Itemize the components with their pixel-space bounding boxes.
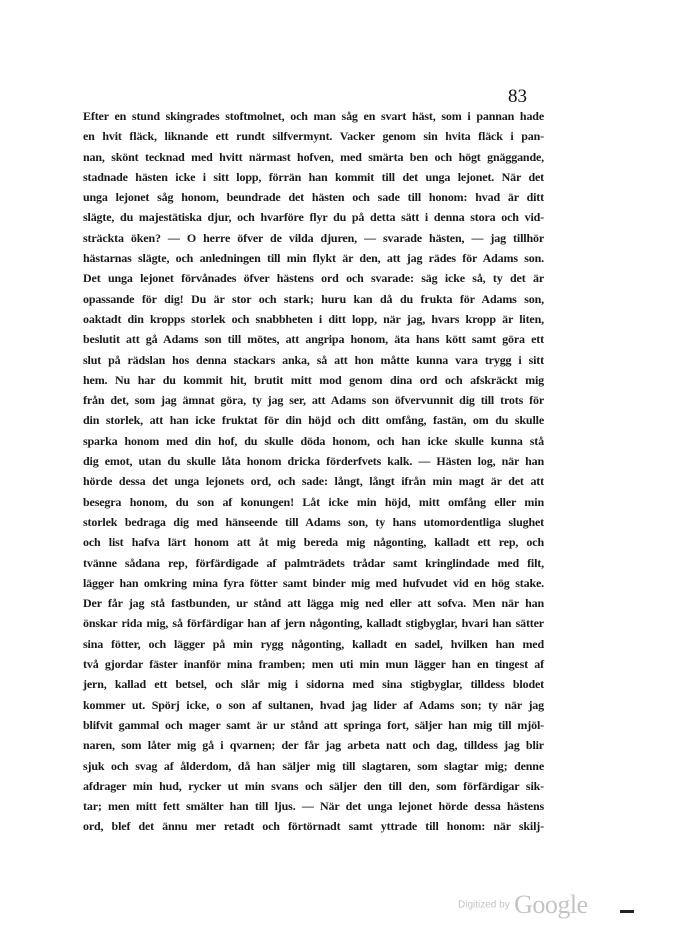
text-line: Der får jag stå fastbunden, ur stånd att lägga mig ned eller att sofva. Men när han	[83, 596, 544, 611]
text-line: slägte, du majestätiska djur, och hvarföre flyr du på detta sätt i denna stora och vid-	[83, 210, 544, 225]
text-line: opassande för dig! Du är stor och stark; huru kan då du frukta för Adams son,	[83, 291, 544, 306]
text-line: naren, som låter mig gå i qvarnen; der får jag arbeta natt och dag, tilldess jag blir	[83, 738, 544, 753]
body-text	[83, 106, 544, 837]
scan-mark	[620, 910, 634, 913]
google-logo: Google	[514, 890, 588, 919]
text-line: storlek bedraga dig med hänseende till Adams son, ty hans utomordentliga slughet	[83, 514, 544, 529]
text-line: nan, skönt tecknad med hvitt närmast hofven, med smärta ben och högt gnäggande,	[83, 149, 544, 164]
text-line: Det unga lejonet förvånades öfver hästens ord och svarade: säg icke så, ty det är	[83, 271, 544, 286]
text-line: stadnade hästen icke i sitt lopp, förrän han kommit till det unga lejonet. När det	[83, 169, 544, 184]
text-line: två gjordar fäster inanför mina framben; men uti min mun lägger han en tingest af	[83, 657, 544, 672]
text-line: jern, kallad ett betsel, och slår mig i sidorna med sina stigbyglar, tilldess blodet	[83, 677, 544, 692]
text-line: oaktadt din kropps storlek och snabbheten i ditt lopp, när jag, hvars kropp är liten,	[83, 311, 544, 326]
text-line: sparka honom med din hof, du skulle döda honom, och han icke skulle kunna stå	[83, 433, 544, 448]
text-line: sträckta öken? — O herre öfver de vilda djuren, — svarade hästen, — jag tillhör	[83, 230, 544, 245]
text-line: tar; men mitt fett smälter han till ljus. — När det unga lejonet hörde dessa hästens	[83, 799, 544, 814]
text-line: din storlek, att han icke fruktat för din höjd och ditt omfång, fastän, om du skulle	[83, 413, 544, 428]
text-line: afdrager min hud, rycker ut min svans och säljer den till den, som förfärdigar sik-	[83, 778, 544, 793]
text-line: ord, blef det ännu mer retadt och förtörnadt samt yttrade till honom: när skilj-	[83, 819, 544, 834]
text-line: lägger han omkring mina fyra fötter samt binder mig med hufvudet vid en hög stake.	[83, 575, 544, 590]
text-line: önskar rida mig, så förfärdigar han af jern någonting, kalladt stigbyglar, hvari han sätter	[83, 616, 544, 631]
text-line: kommer ut. Spörj icke, o son af sultanen, hvad jag lider af Adams son; ty när jag	[83, 697, 544, 712]
text-line: hem. Nu har du kommit hit, brutit mitt mod genom dina ord och afskräckt mig	[83, 372, 544, 387]
text-line: blifvit gammal och mager samt är ur stånd att springa fort, säljer han mig till mjöl-	[83, 717, 544, 732]
text-line: Efter en stund skingrades stoftmolnet, och man såg en svart häst, som i pannan hade	[83, 109, 544, 123]
text-line: sjuk och svag af ålderdom, då han säljer mig till slagtaren, som slagtar mig; denne	[83, 758, 544, 773]
text-line: hästarnas slägte, och anledningen till min flykt är den, att jag rädes för Adams son.	[83, 251, 544, 266]
text-line: tvänne sådana rep, förfärdigade af palmträdets trådar samt kringlindade med filt,	[83, 555, 544, 570]
text-line: från det, som jag ämnat göra, ty jag ser, att Adams son öfvervunnit dig till trots för	[83, 393, 544, 408]
text-line: besegra honom, du son af konungen! Låt icke min höjd, mitt omfång eller min	[83, 494, 544, 509]
watermark-prefix: Digitized by	[458, 899, 510, 911]
text-line: och list hafva lärt honom att åt mig bereda mig någonting, kalladt ett rep, och	[83, 535, 544, 550]
text-line: en hvit fläck, liknande ett rundt silfvermynt. Vacker genom sin hvita fläck i pan-	[83, 129, 544, 144]
text-line: beslutit att gå Adams son till mötes, att angripa honom, äta hans kött samt göra ett	[83, 332, 544, 347]
text-line: unga lejonet såg honom, beundrade det hästen och sade till honom: hvad är ditt	[83, 190, 544, 205]
text-line: sina fötter, och lägger på min rygg någonting, kalladt en sadel, hvilken han med	[83, 636, 544, 651]
text-line: dig emot, utan du skulle låta honom dricka förderfvets kalk. — Hästen log, när han	[83, 454, 544, 469]
page-number: 83	[508, 86, 527, 107]
text-line: hörde dessa det unga lejonets ord, och sade: långt, långt ifrån min magt är det att	[83, 474, 544, 489]
text-line: slut på rädslan hos denna stackars anka, så att hon måtte kunna vara trygg i sitt	[83, 352, 544, 367]
digitized-watermark	[458, 890, 588, 920]
